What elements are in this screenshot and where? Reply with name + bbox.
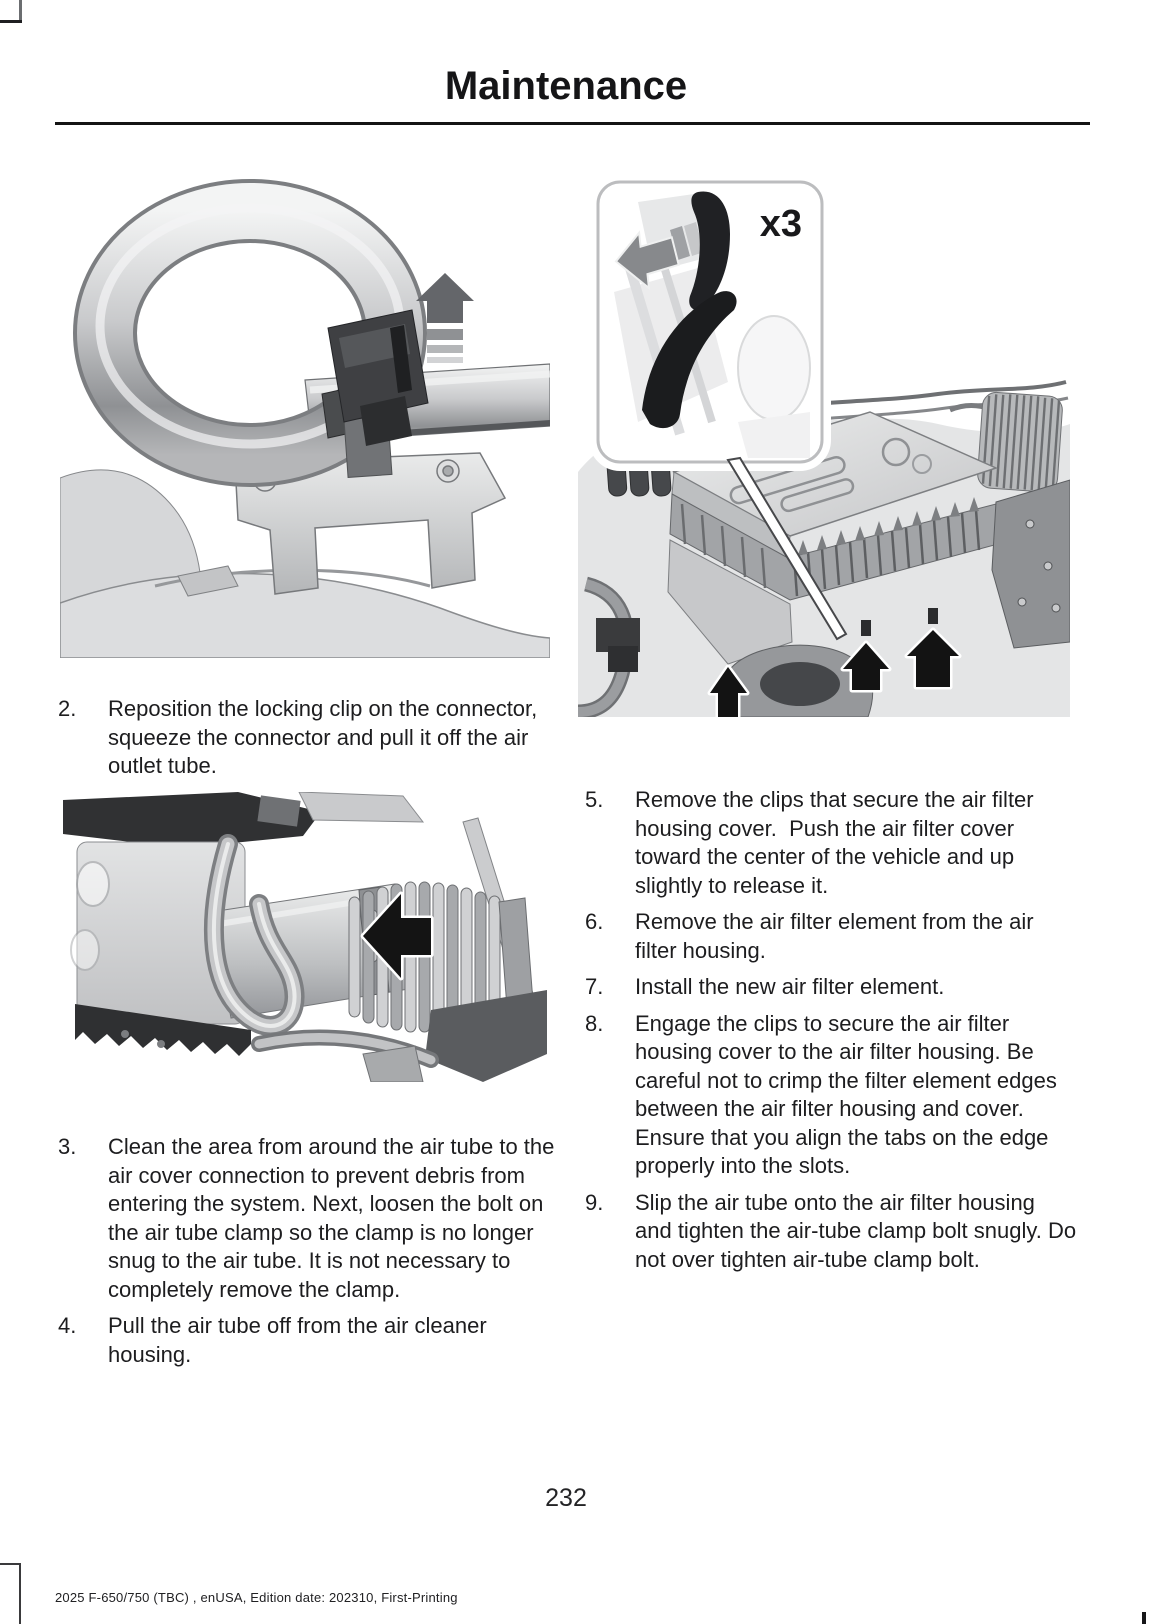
step-text: Remove the air filter element from the air filter housing. [635, 909, 1040, 963]
step-item-7 [585, 973, 1077, 1002]
step-item-8 [585, 1010, 1077, 1181]
step-number: 5. [585, 787, 604, 812]
header-rule [55, 122, 1090, 125]
clip-callout [594, 178, 826, 466]
step-number: 4. [58, 1313, 77, 1338]
step-text: Pull the air tube off from the air cleaner housing. [108, 1313, 493, 1367]
figure-air-tube-clamp [63, 792, 547, 1082]
crop-mark-top-left-vertical [19, 0, 22, 22]
crop-mark-bottom-left-vertical [19, 1563, 21, 1624]
clip-repeat-label: x3 [759, 203, 802, 245]
step-item-2 [58, 695, 558, 781]
step-text: Engage the clips to secure the air filter housing cover to the air filter housing. Be careful not to crimp the filter element edges between the air filter housing and cover. Ensure that you align the tabs on the edge properly into the slots. [635, 1010, 1064, 1178]
page-title: Maintenance [444, 64, 688, 108]
step-item-6 [585, 908, 1077, 965]
page-number: 232 [545, 1484, 587, 1512]
air-outlet-tube-illustration [60, 168, 550, 658]
step-number: 8. [585, 1010, 604, 1036]
step-number: 7. [585, 974, 604, 999]
steps-left-bottom [58, 1133, 561, 1377]
air-filter-housing-illustration [578, 172, 1070, 717]
step-number: 2. [58, 696, 77, 721]
air-tube-illustration [63, 792, 547, 1082]
footer-edition-line: 2025 F-650/750 (TBC) , enUSA, Edition date: 202310, First-Printing [55, 1590, 458, 1605]
figure-air-outlet-tube-connector [60, 168, 550, 658]
steps-right [585, 786, 1083, 1282]
crop-mark-bottom-left-horizontal [0, 1563, 21, 1565]
step-text: Reposition the locking clip on the connector, squeeze the connector and pull it off the air outlet tube. [108, 696, 544, 778]
figure-air-filter-housing-clips [578, 172, 1070, 717]
step-item-5 [585, 786, 1077, 900]
step-item-9 [585, 1189, 1083, 1275]
step-number: 3. [58, 1134, 77, 1159]
step-item-4 [58, 1312, 558, 1369]
step-text: Clean the area from around the air tube to the air cover connection to prevent debris from entering the system. Next, loosen the bolt on the air tube clamp so the clamp is no longer snug to the air tube. It is not necessary to completely remove the clamp. [108, 1134, 561, 1302]
step-number: 6. [585, 909, 604, 934]
step-text: Slip the air tube onto the air filter housing and tighten the air-tube clamp bolt snugly. Do not over tighten air-tube clamp bolt. [635, 1189, 1083, 1272]
step-text: Remove the clips that secure the air filter housing cover. Push the air filter cover toward the center of the vehicle and up slightly to release it. [635, 787, 1040, 898]
step-text: Install the new air filter element. [635, 974, 945, 999]
steps-left-top [58, 695, 558, 789]
step-item-3 [58, 1133, 561, 1304]
crop-mark-top-left-horizontal [0, 20, 22, 23]
crop-mark-bottom-right [1142, 1612, 1146, 1624]
step-number: 9. [585, 1189, 604, 1215]
